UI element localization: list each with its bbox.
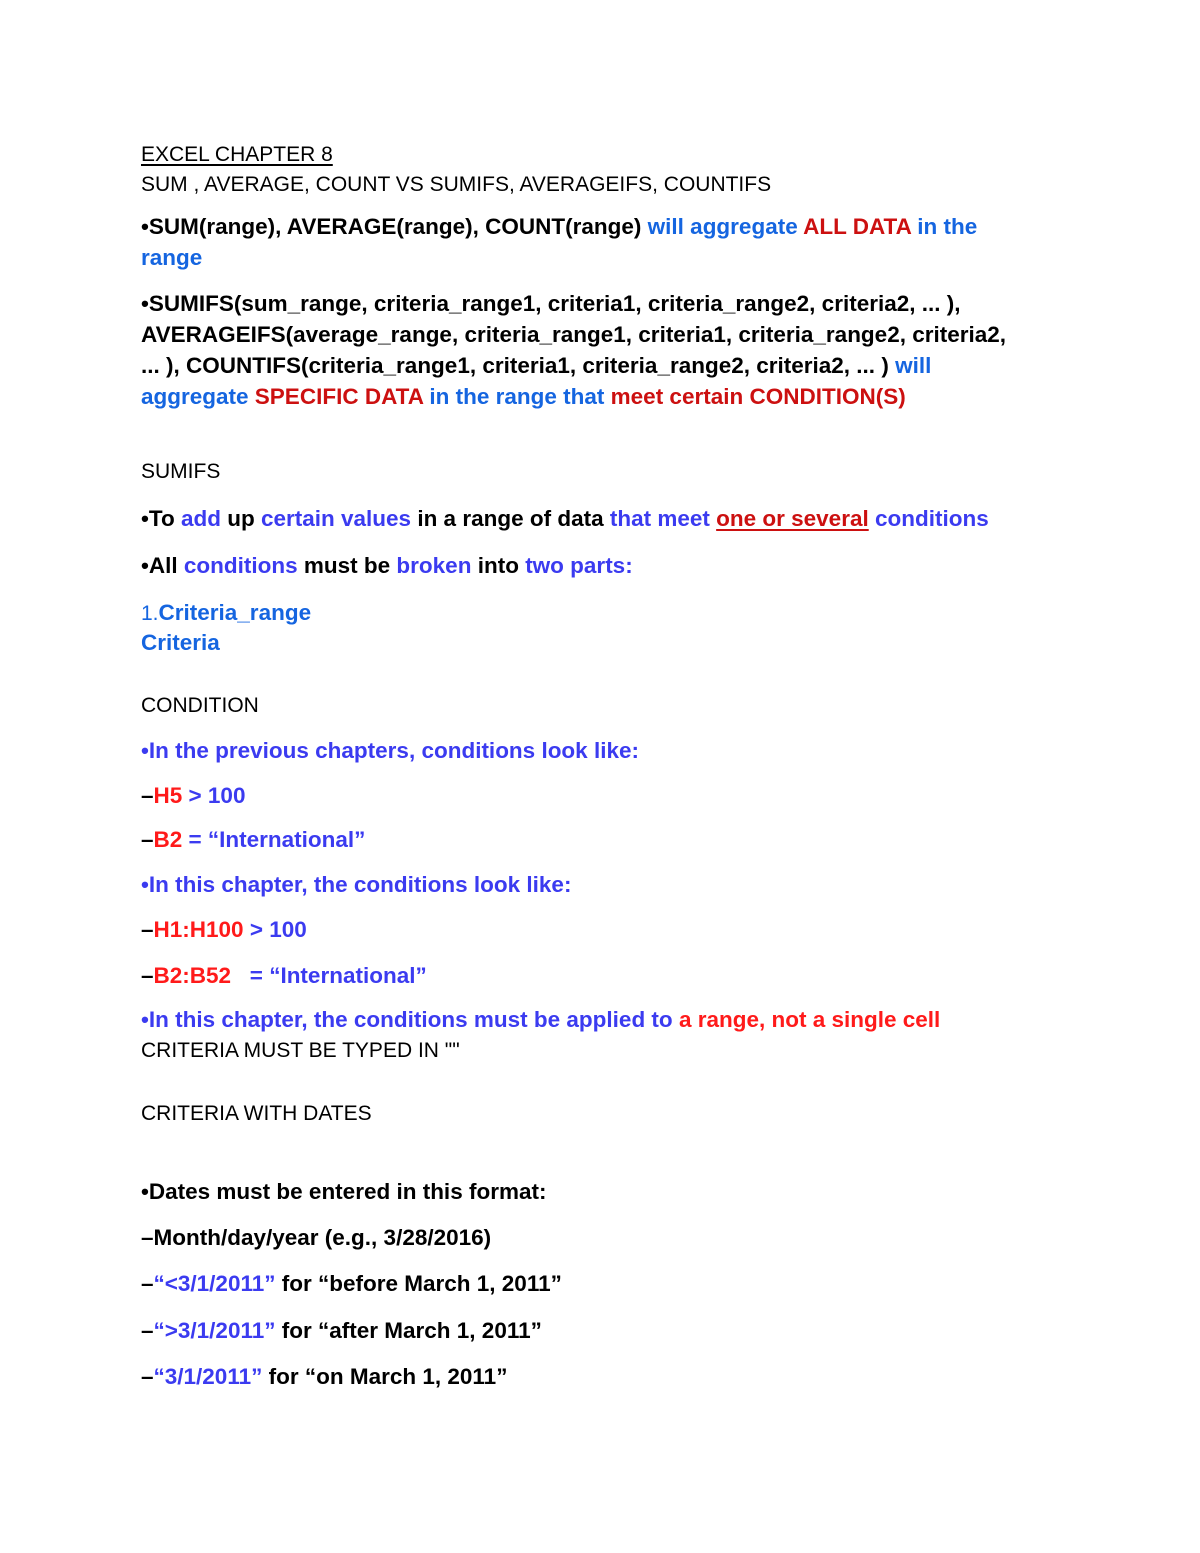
text-run: in a range of data	[417, 506, 610, 531]
text-run: for “after March 1, 2011”	[275, 1318, 542, 1343]
intro-bullet-sumifs-line4	[141, 386, 906, 409]
text-run: –	[141, 963, 154, 988]
text-run: –	[141, 1364, 154, 1389]
sumifs-bullet-two-parts	[141, 555, 633, 578]
text-run: in the range that	[429, 384, 611, 409]
text-run: –	[141, 1318, 154, 1343]
text-run: for “on March 1, 2011”	[262, 1364, 508, 1389]
condition-example-h1-h100	[141, 919, 307, 942]
document-title: EXCEL CHAPTER 8	[141, 143, 333, 166]
text-run: for “before March 1, 2011”	[275, 1271, 562, 1296]
text-run: –	[141, 827, 154, 852]
text-run: broken	[396, 553, 478, 578]
criteria-typed-note: CRITERIA MUST BE TYPED IN ""	[141, 1039, 460, 1062]
text-run: “3/1/2011”	[153, 1364, 263, 1389]
text-run: SPECIFIC DATA	[254, 384, 430, 409]
dates-example-before	[141, 1273, 562, 1296]
text-run: in the	[917, 214, 978, 239]
intro-bullet-sum-cont: range	[141, 245, 203, 270]
dates-format-bullet: •Dates must be entered in this format:	[141, 1179, 547, 1204]
text-run: > 100	[188, 783, 246, 808]
text-run: •All	[141, 553, 184, 578]
dates-format-example: –Month/day/year (e.g., 3/28/2016)	[141, 1225, 492, 1250]
text-run: = “International”	[188, 827, 366, 852]
text-run: up	[227, 506, 261, 531]
text-run: Criteria_range	[158, 600, 312, 625]
dates-example-on	[141, 1366, 507, 1389]
text-run: must be	[303, 553, 397, 578]
text-run: that meet	[609, 506, 717, 531]
text-run: H1:H100	[153, 917, 250, 942]
dates-example-after	[141, 1320, 542, 1343]
condition-previous-bullet: •In the previous chapters, conditions look like:	[141, 738, 639, 763]
text-run: “<3/1/2011”	[153, 1271, 276, 1296]
text-run: certain values	[260, 506, 418, 531]
text-run: into	[477, 553, 526, 578]
intro-bullet-sumifs: •SUMIFS(sum_range, criteria_range1, criteria1, criteria_range2, criteria2, ... ),	[141, 291, 961, 316]
intro-bullet-sum	[141, 216, 977, 239]
list-number: 1.	[141, 602, 159, 625]
text-run: B2	[153, 827, 189, 852]
sumifs-bullet-add-up	[141, 508, 989, 531]
text-run: conditions	[183, 553, 304, 578]
text-run: two parts:	[525, 553, 633, 578]
text-run: “>3/1/2011”	[153, 1318, 276, 1343]
text-run: •SUM(range), AVERAGE(range), COUNT(range)	[141, 214, 648, 239]
text-run: conditions	[868, 506, 989, 531]
text-run: •In this chapter, the conditions must be applied to	[141, 1007, 679, 1032]
condition-applied-bullet	[141, 1009, 940, 1032]
text-run: aggregate	[141, 384, 255, 409]
text-run: a range, not a single cell	[678, 1007, 941, 1032]
text-run: ALL DATA	[803, 214, 918, 239]
dates-heading: CRITERIA WITH DATES	[141, 1102, 372, 1125]
text-run: B2:B52	[153, 963, 232, 988]
condition-example-h5	[141, 785, 245, 808]
text-run: = “International”	[231, 963, 427, 988]
text-run: –	[141, 783, 154, 808]
text-run: will aggregate	[647, 214, 804, 239]
intro-bullet-sumifs-line3	[141, 355, 931, 378]
text-run: > 100	[249, 917, 307, 942]
part-criteria-range	[141, 602, 311, 625]
text-run: add	[180, 506, 228, 531]
text-run: one or several	[716, 506, 869, 531]
condition-this-bullet: •In this chapter, the conditions look like:	[141, 872, 572, 897]
intro-bullet-sumifs-line2: AVERAGEIFS(average_range, criteria_range1, criteria1, criteria_range2, criteria2,	[141, 322, 1007, 347]
part-criteria: Criteria	[141, 630, 220, 655]
document-subtitle: SUM , AVERAGE, COUNT VS SUMIFS, AVERAGEIFS, COUNTIFS	[141, 173, 772, 196]
sumifs-heading: SUMIFS	[141, 460, 221, 483]
text-run: meet certain CONDITION(S)	[610, 384, 906, 409]
text-run: H5	[153, 783, 189, 808]
text-run: will	[895, 353, 932, 378]
text-run: ... ), COUNTIFS(criteria_range1, criteria1, criteria_range2, criteria2, ... )	[141, 353, 896, 378]
condition-example-b2	[141, 829, 365, 852]
text-run: –	[141, 1271, 154, 1296]
condition-heading: CONDITION	[141, 694, 259, 717]
text-run: •To	[141, 506, 181, 531]
text-run: –	[141, 917, 154, 942]
condition-example-b2-b52	[141, 965, 427, 988]
